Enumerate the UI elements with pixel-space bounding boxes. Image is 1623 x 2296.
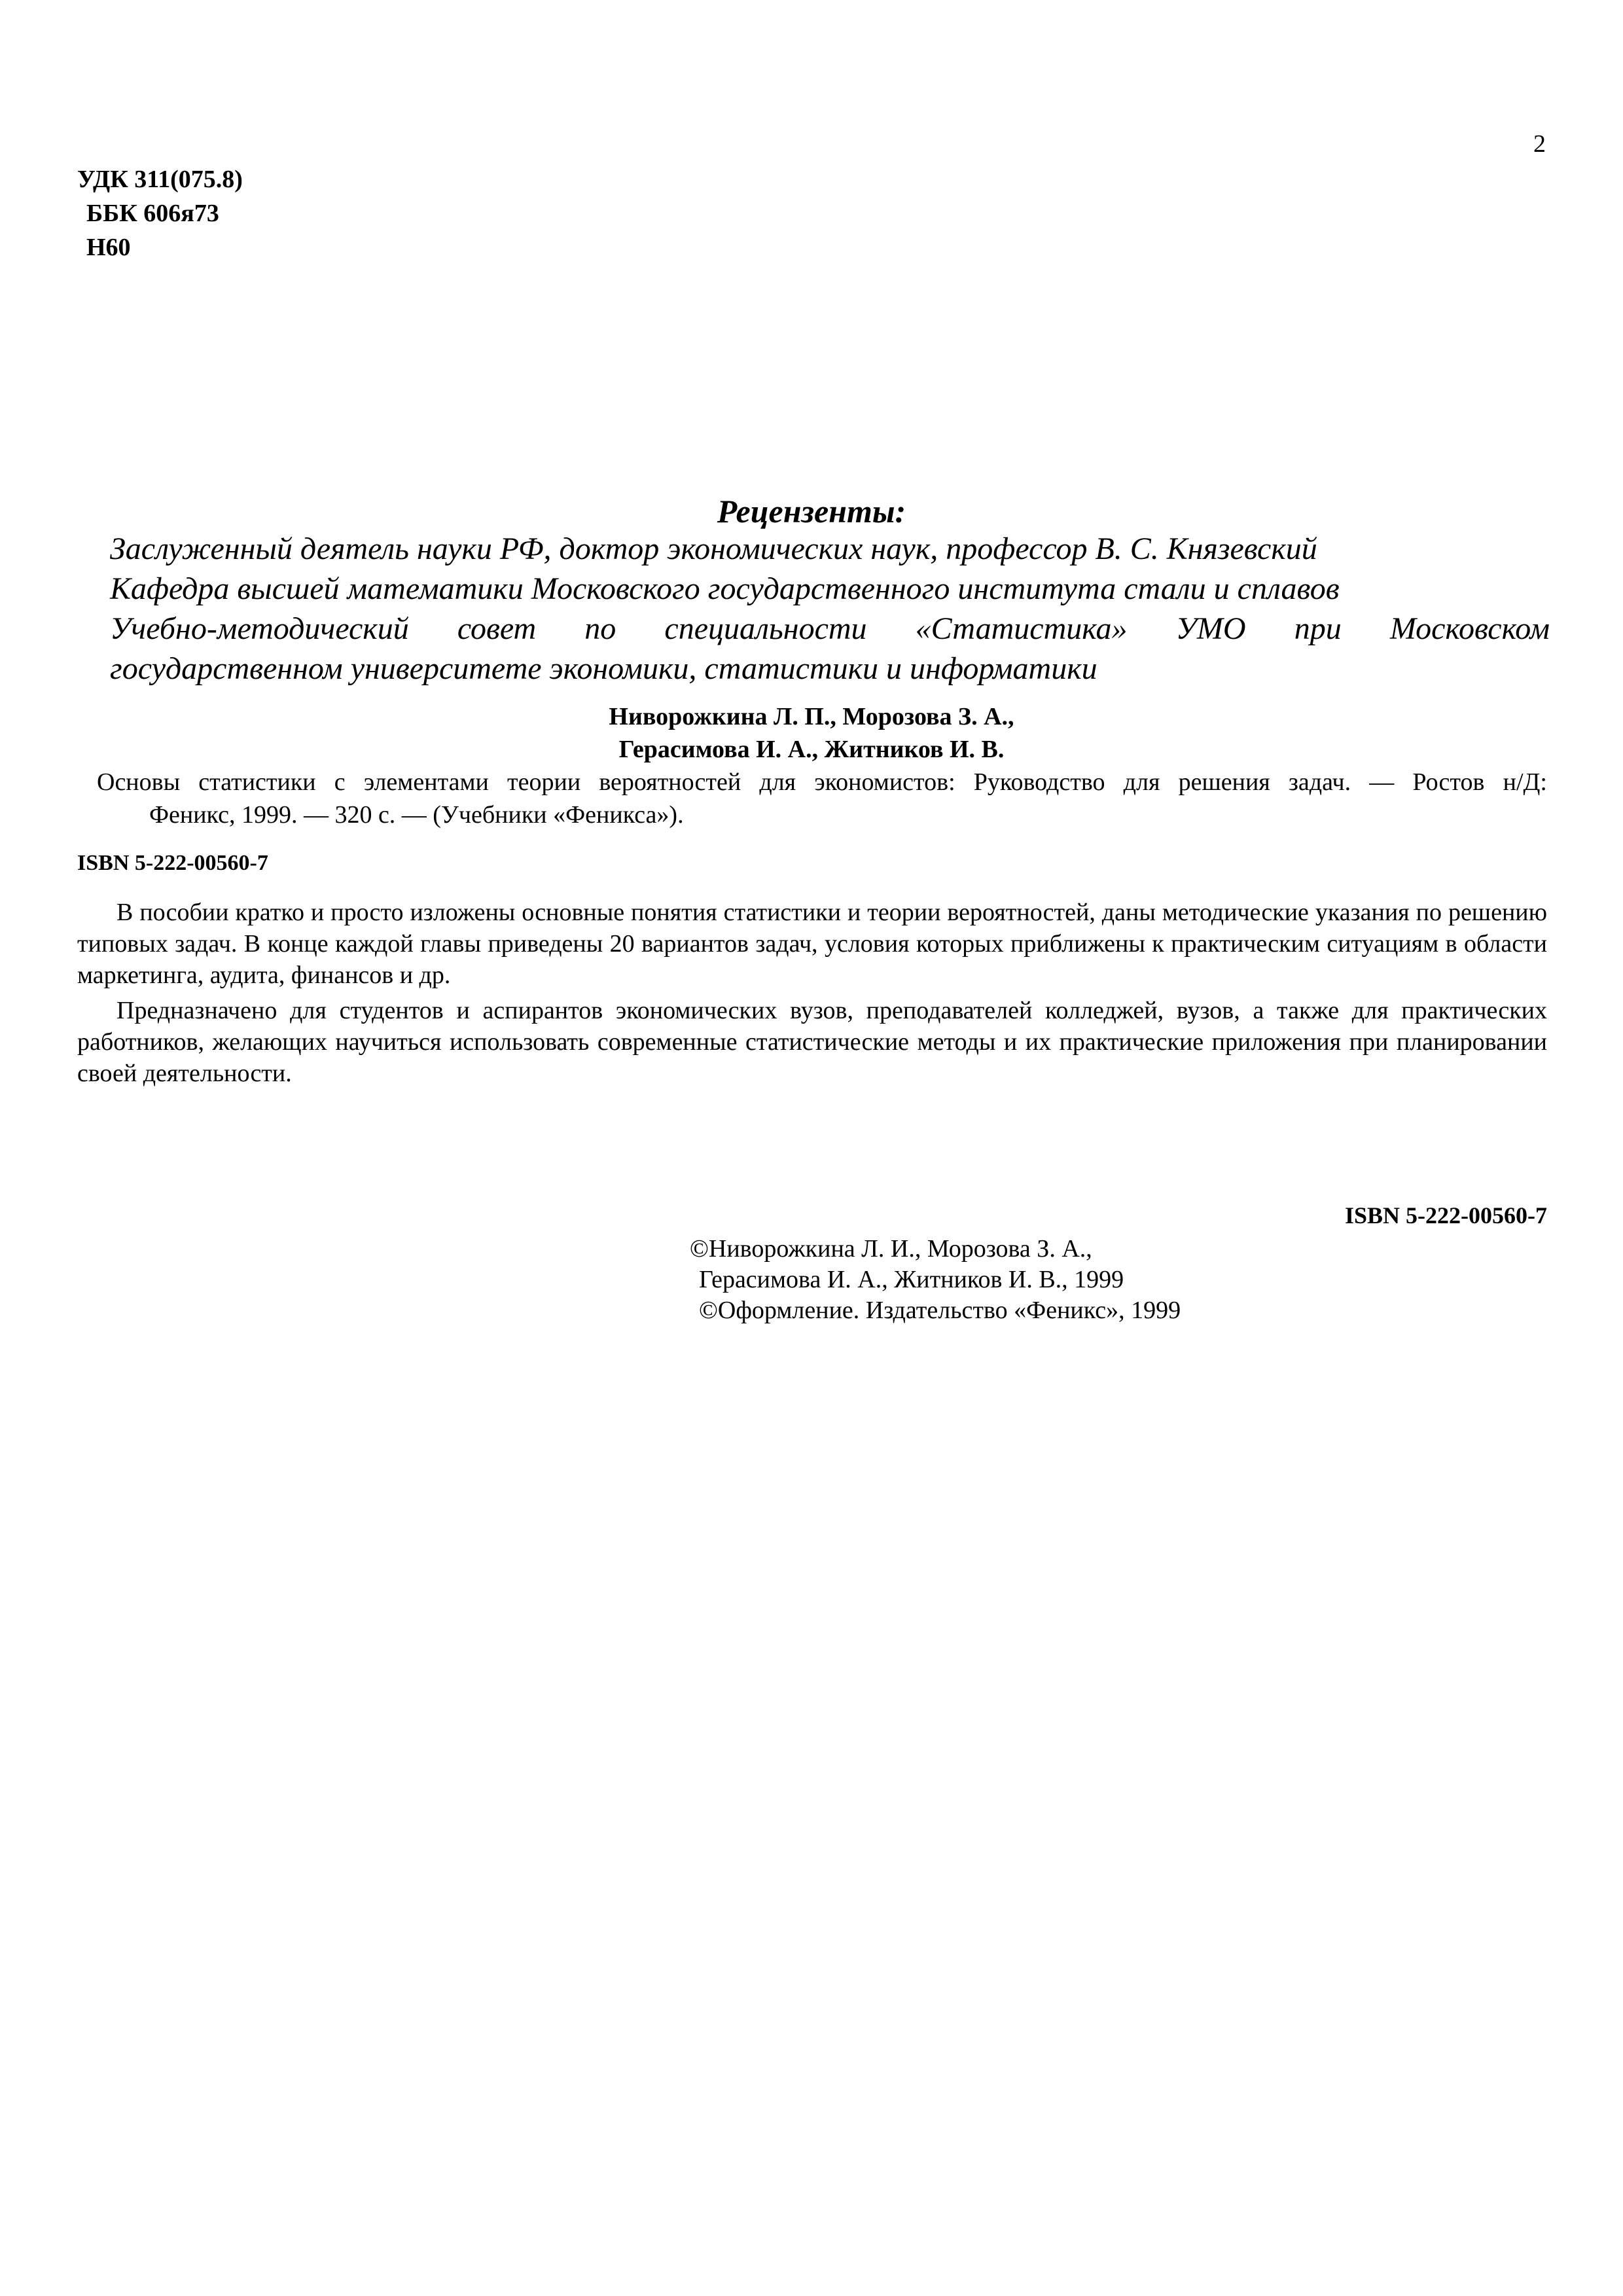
abstract xyxy=(77,897,1547,1093)
reviewers-heading xyxy=(0,492,1623,530)
authors-line: Герасимова И. А., Житников И. В. xyxy=(618,736,1005,763)
isbn-label: ISBN 5-222-00560-7 xyxy=(77,851,268,875)
udk-code: УДК 311(075.8) xyxy=(77,166,243,193)
copyright-block xyxy=(690,1234,1181,1326)
classification-codes xyxy=(77,162,243,264)
bbk-code: ББК 606я73 xyxy=(86,200,219,227)
copyright-line: Герасимова И. А., Житников И. В., 1999 xyxy=(699,1266,1124,1293)
authors-block xyxy=(0,700,1623,766)
abstract-paragraph: В пособии кратко и просто изложены основные понятия статистики и теории вероятностей, даны методические указания по решению типовых задач. В конце каждой главы приведены 20 вариантов задач, условия которых приближены к практическим ситуациям в области маркетинга, аудита, финансов и др. xyxy=(77,899,1547,989)
author-sign: Н60 xyxy=(86,234,131,261)
copyright-line: ©Ниворожкина Л. И., Морозова З. А., xyxy=(690,1235,1092,1263)
reviewers-list xyxy=(110,529,1550,689)
isbn-label-right: ISBN 5-222-00560-7 xyxy=(1344,1202,1547,1229)
reviewer-entry: Учебно-методический совет по специальности «Статистика» УМО при Московском xyxy=(110,611,1550,646)
reviewer-entry: Заслуженный деятель науки РФ, доктор экономических наук, профессор В. С. Князевский xyxy=(110,531,1317,566)
copyright-line: ©Оформление. Издательство «Феникс», 1999 xyxy=(699,1297,1181,1324)
reviewer-entry: Кафедра высшей математики Московского государственного института стали и сплавов xyxy=(110,571,1340,606)
citation-line: Феникс, 1999. — 320 с. — (Учебники «Феникса»). xyxy=(149,801,684,829)
authors-line: Ниворожкина Л. П., Морозова З. А., xyxy=(609,703,1014,730)
reviewer-entry: государственном университете экономики, статистики и информатики xyxy=(110,651,1097,686)
citation-line: Основы статистики с элементами теории вероятностей для экономистов: Руководство для решения задач. — Ростов н/Д: xyxy=(97,768,1547,796)
bibliographic-citation xyxy=(77,766,1547,831)
page-number: 2 xyxy=(1533,130,1546,158)
abstract-paragraph: Предназначено для студентов и аспирантов экономических вузов, преподавателей колледжей, вузов, а также для практических работников, желающих научиться использовать современные статистические методы и их практические приложения при планировании своей деятельности. xyxy=(77,997,1547,1087)
reviewers-heading-text: Рецензенты: xyxy=(717,493,906,529)
